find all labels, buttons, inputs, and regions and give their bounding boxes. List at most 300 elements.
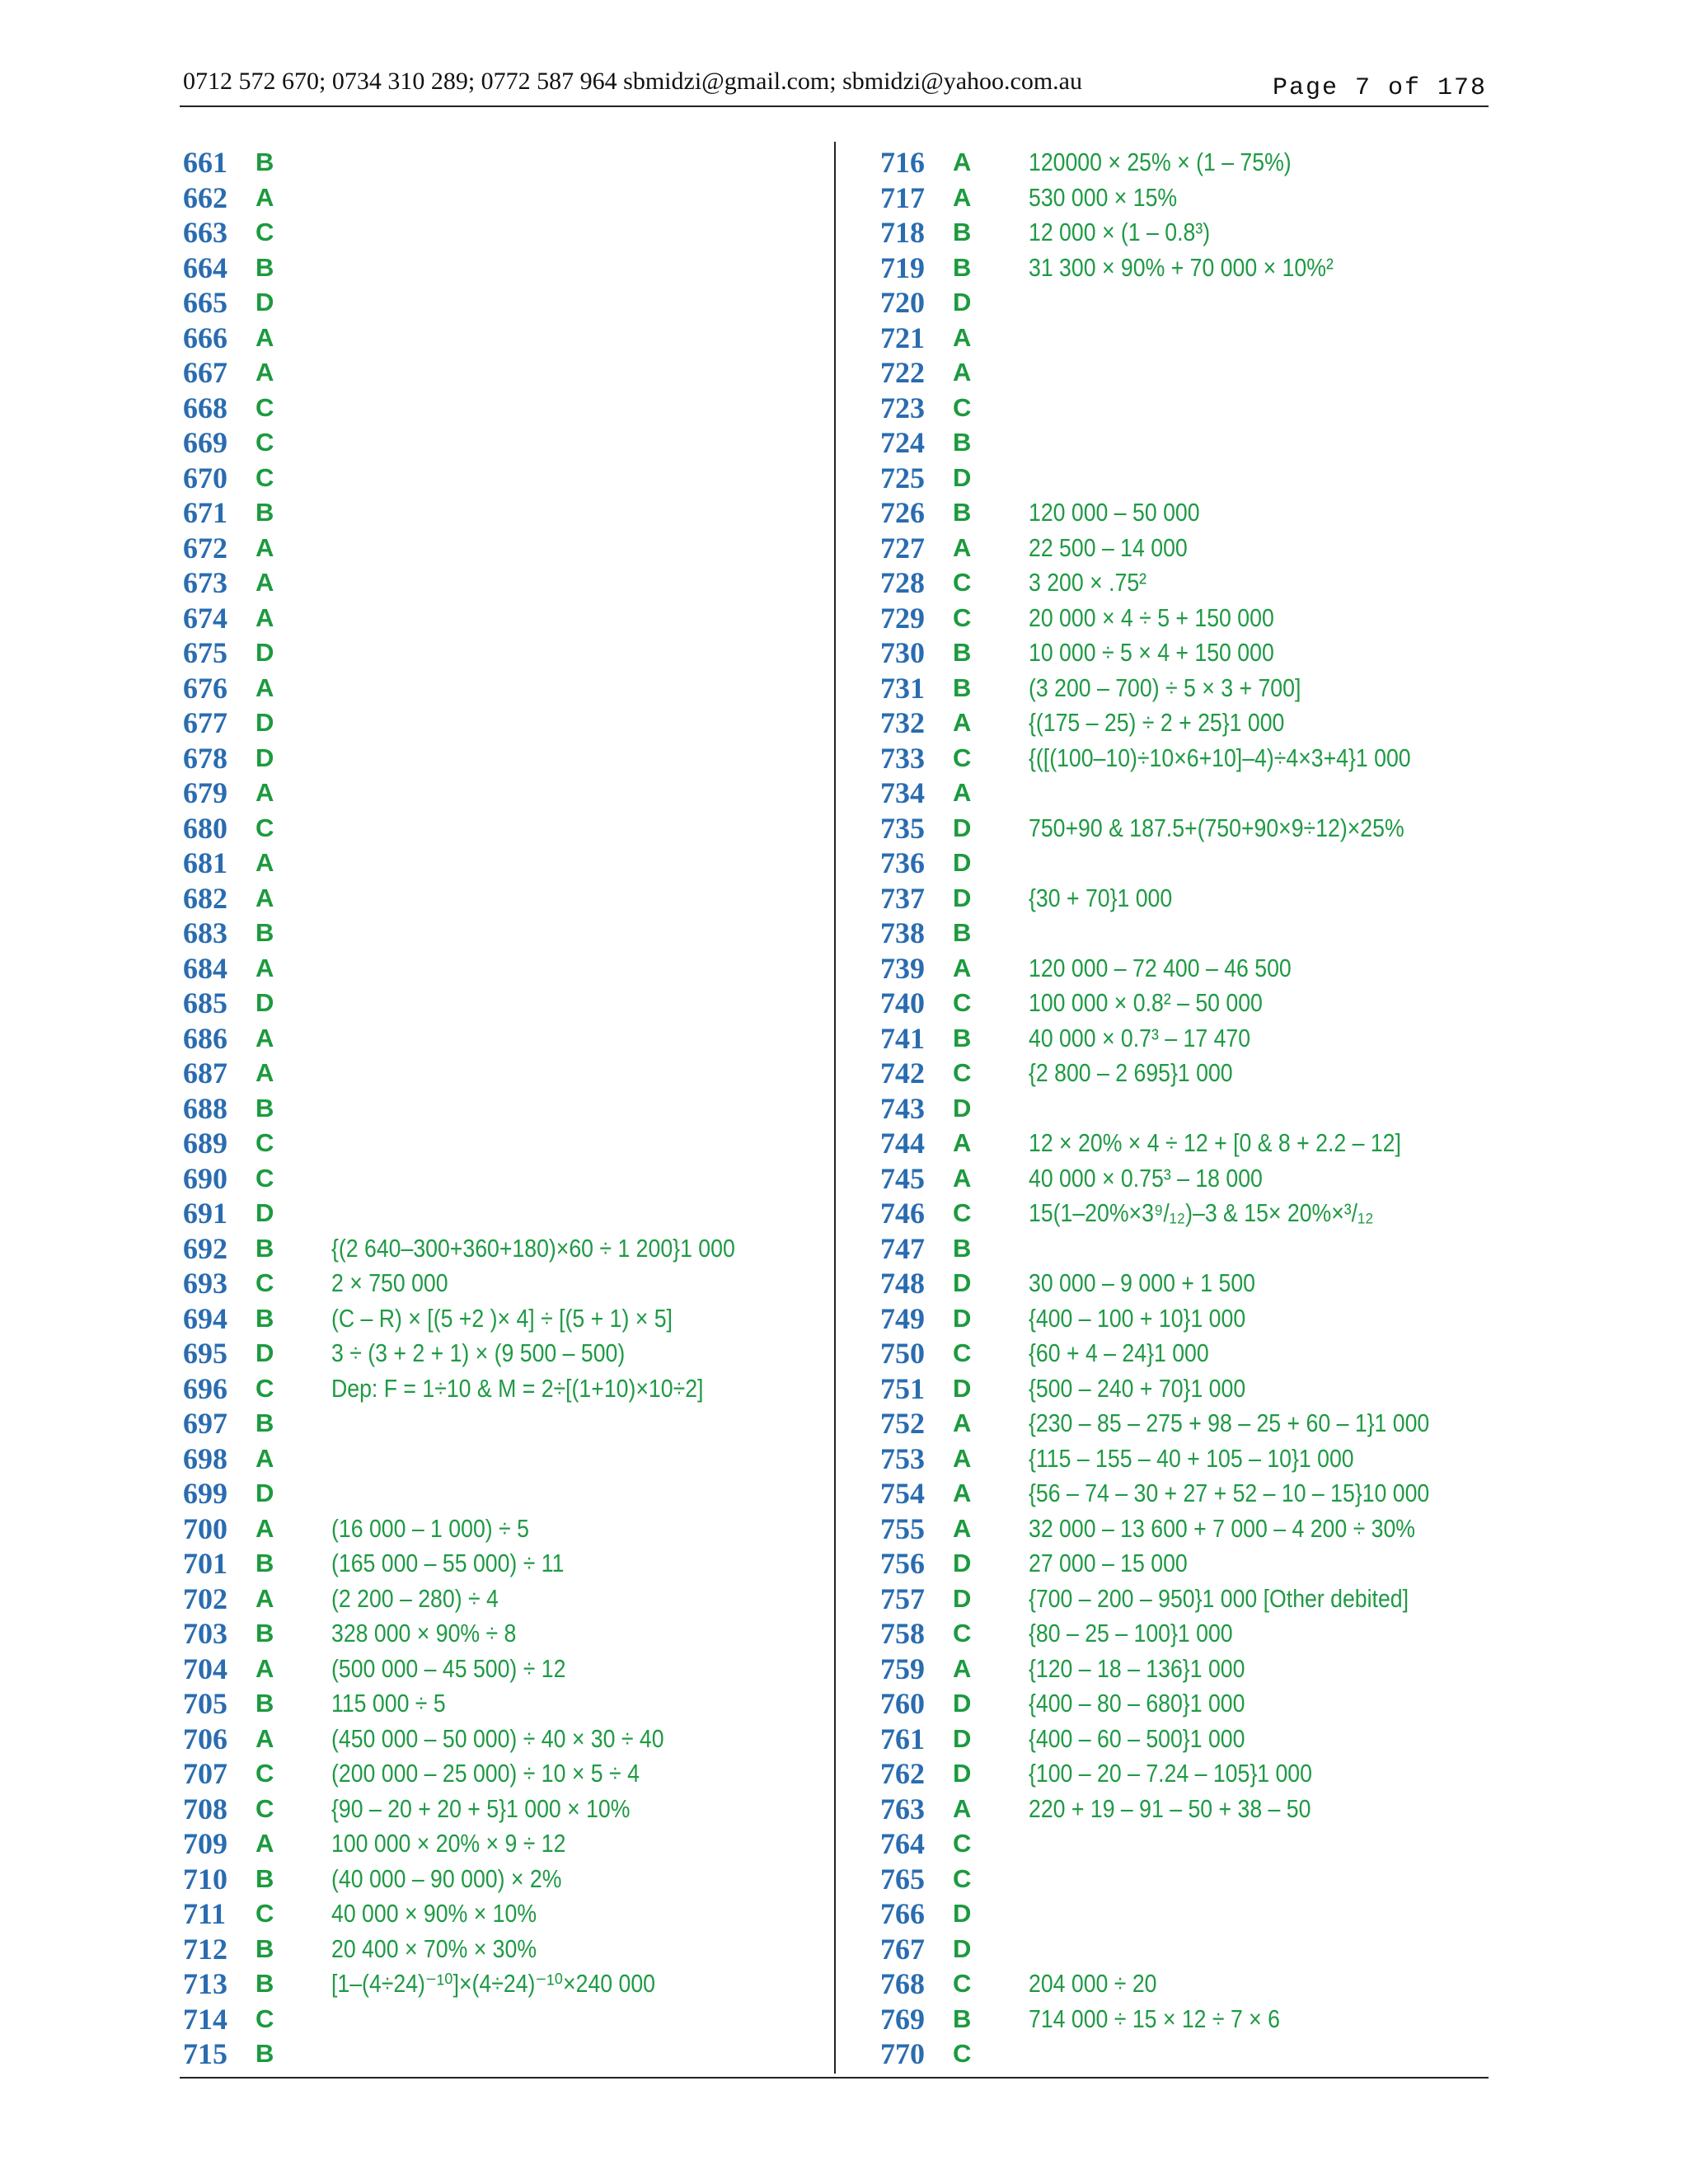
answer-letter: A [953,358,972,387]
answer-row [183,391,826,426]
answer-row [880,916,1523,951]
working-formula: 120 000 – 50 000 [1029,498,1200,527]
question-number: 724 [880,426,925,459]
answer-row [880,145,1523,180]
question-number: 689 [183,1127,227,1160]
question-number: 746 [880,1197,925,1230]
question-number: 677 [183,706,227,739]
question-number: 684 [183,951,227,985]
answer-letter: C [953,1829,972,1858]
answer-letter: C [953,602,972,632]
working-formula: {80 – 25 – 100}1 000 [1029,1619,1233,1647]
answer-row [183,1091,826,1127]
answer-letter: A [256,1583,274,1613]
working-formula: 27 000 – 15 000 [1029,1549,1188,1577]
question-number: 767 [880,1932,925,1966]
answer-row [183,1441,826,1477]
question-number: 723 [880,391,925,424]
answer-letter: A [256,602,274,632]
question-number: 688 [183,1091,227,1125]
question-number: 707 [183,1757,227,1790]
working-formula: 40 000 × 0.75³ – 18 000 [1029,1163,1263,1193]
answer-row [880,180,1523,216]
answer-letter: D [953,288,972,316]
working-formula: 32 000 – 13 600 + 7 000 – 4 200 ÷ 30% [1029,1513,1415,1543]
answer-row [880,495,1523,531]
answer-row [183,1476,826,1511]
question-number: 692 [183,1231,227,1265]
answer-letter: C [256,1759,274,1788]
answer-row [183,741,826,776]
column-divider [834,142,836,2074]
question-number: 733 [880,741,925,775]
answer-row [880,1406,1523,1441]
working-formula: 40 000 × 0.7³ – 17 470 [1029,1023,1251,1052]
answer-letter: A [953,778,972,807]
working-formula: (450 000 – 50 000) ÷ 40 × 30 ÷ 40 [331,1723,664,1753]
answer-row [880,1826,1523,1862]
question-number: 713 [183,1967,227,2000]
answer-letter: A [953,1163,972,1193]
answer-letter: C [953,1338,972,1367]
answer-letter: A [256,1058,274,1087]
question-number: 728 [880,566,925,599]
question-number: 705 [183,1687,227,1720]
answer-row [880,355,1523,391]
answer-letter: A [256,1443,274,1473]
question-number: 703 [183,1617,227,1650]
answer-letter: A [256,358,274,387]
answer-row [183,1652,826,1687]
question-number: 725 [880,461,925,494]
question-number: 737 [880,881,925,915]
answer-letter: D [953,1723,972,1753]
working-formula: 40 000 × 90% × 10% [331,1899,537,1928]
working-formula: {(2 640–300+360+180)×60 ÷ 1 200}1 000 [331,1233,735,1263]
working-formula: (500 000 – 45 500) ÷ 12 [331,1653,566,1683]
answer-row [880,1792,1523,1827]
answer-letter: A [953,1653,972,1683]
answer-row [183,2002,826,2037]
answer-letter: B [953,218,972,246]
question-number: 716 [880,146,925,179]
answer-letter: D [256,988,274,1017]
answer-row [880,635,1523,671]
answer-row [183,355,826,391]
answer-row [183,1056,826,1091]
question-number: 710 [183,1862,227,1896]
working-formula: 714 000 ÷ 15 × 12 ÷ 7 × 6 [1029,2004,1280,2033]
answer-row [183,145,826,180]
answer-row [880,1371,1523,1407]
answer-row [183,846,826,881]
answer-letter: B [256,498,274,527]
question-number: 700 [183,1511,227,1545]
question-number: 727 [880,531,925,565]
answer-row [183,1686,826,1722]
answer-letter: D [256,638,274,667]
working-formula: {500 – 240 + 70}1 000 [1029,1373,1246,1403]
answer-letter: D [953,462,972,492]
answer-letter: B [256,252,274,282]
question-number: 666 [183,321,227,354]
answer-row [880,846,1523,881]
answer-letter: A [953,1408,972,1437]
question-number: 661 [183,146,227,179]
answer-letter: A [953,1513,972,1543]
answer-row [880,951,1523,987]
answer-letter: B [256,1689,274,1718]
answer-letter: C [953,568,972,597]
answer-row [183,776,826,811]
answer-letter: D [953,1303,972,1333]
working-formula: 3 ÷ (3 + 2 + 1) × (9 500 – 500) [331,1338,626,1367]
question-number: 696 [183,1371,227,1405]
question-number: 729 [880,601,925,635]
answer-row [183,671,826,706]
question-number: 706 [183,1722,227,1755]
question-number: 699 [183,1477,227,1510]
answer-letter: D [256,708,274,737]
question-number: 670 [183,461,227,494]
question-number: 704 [183,1652,227,1685]
answer-row [183,1582,826,1617]
question-number: 690 [183,1161,227,1195]
answer-row [183,1792,826,1827]
question-number: 721 [880,321,925,354]
answer-row [183,1266,826,1301]
working-formula: 120000 × 25% × (1 – 75%) [1029,148,1292,176]
answer-letter: D [953,1093,972,1122]
answer-letter: A [256,1023,274,1052]
question-number: 691 [183,1197,227,1230]
question-number: 708 [183,1792,227,1825]
answer-row [183,1862,826,1897]
answer-row [183,1616,826,1652]
answer-letter: A [953,708,972,737]
working-formula: 15(1–20%×3⁹/₁₂)–3 & 15× 20%×³/₁₂ [1029,1198,1374,1227]
answer-row [183,635,826,671]
answer-letter: B [256,1303,274,1333]
answer-letter: C [953,2039,972,2068]
answer-row [183,1756,826,1792]
answer-row [880,811,1523,846]
answer-letter: C [953,988,972,1017]
answer-letter: C [256,462,274,492]
question-number: 758 [880,1617,925,1650]
answer-letter: A [256,953,274,982]
question-number: 769 [880,2002,925,2036]
answer-row [880,425,1523,461]
question-number: 748 [880,1267,925,1300]
answer-row [183,215,826,251]
question-number: 745 [880,1161,925,1195]
working-formula: 2 × 750 000 [331,1268,448,1297]
answer-row [880,391,1523,426]
page-number: Page 7 of 178 [1272,74,1487,102]
working-formula: {90 – 20 + 20 + 5}1 000 × 10% [331,1793,631,1823]
answer-row [880,461,1523,496]
answer-row [183,986,826,1021]
answer-letter: A [256,532,274,562]
answer-letter: A [953,1128,972,1157]
answer-letter: A [953,1479,972,1507]
answer-row [880,1546,1523,1582]
question-number: 770 [880,2037,925,2070]
answer-letter: A [256,1829,274,1858]
question-number: 662 [183,180,227,214]
answer-row [183,1126,826,1161]
working-formula: 10 000 ÷ 5 × 4 + 150 000 [1029,638,1274,667]
question-number: 762 [880,1757,925,1790]
answer-letter: C [256,1373,274,1403]
answer-letter: B [256,2039,274,2068]
working-formula: {([(100–10)÷10×6+10]–4)÷4×3+4}1 000 [1029,743,1411,772]
answer-row [880,1266,1523,1301]
answer-row [880,1686,1523,1722]
question-number: 714 [183,2002,227,2036]
answer-letter: A [953,182,972,212]
question-number: 754 [880,1477,925,1510]
question-number: 760 [880,1687,925,1720]
question-number: 752 [880,1407,925,1440]
working-formula: {30 + 70}1 000 [1029,883,1173,912]
answer-row [880,741,1523,776]
answer-letter: B [256,1549,274,1577]
answer-row [183,811,826,846]
answer-row [880,1056,1523,1091]
answer-row [880,215,1523,251]
answer-row [183,1932,826,1967]
working-formula: {400 – 80 – 680}1 000 [1029,1689,1245,1718]
answer-letter: A [953,953,972,982]
working-formula: 220 + 19 – 91 – 50 + 38 – 50 [1029,1793,1311,1823]
answer-letter: A [953,148,972,176]
answer-row [880,1021,1523,1057]
working-formula: (C – R) × [(5 +2 )× 4] ÷ [(5 + 1) × 5] [331,1303,673,1333]
working-formula: (200 000 – 25 000) ÷ 10 × 5 ÷ 4 [331,1759,640,1788]
question-number: 759 [880,1652,925,1685]
question-number: 665 [183,286,227,319]
answer-row [880,1966,1523,2002]
question-number: 697 [183,1407,227,1440]
question-number: 768 [880,1967,925,2000]
answer-row [183,285,826,321]
working-formula: {400 – 60 – 500}1 000 [1029,1723,1245,1753]
working-formula: 750+90 & 187.5+(750+90×9÷12)×25% [1029,813,1404,842]
answer-letter: B [953,428,972,457]
answer-row [183,951,826,987]
answer-letter: A [953,1793,972,1823]
answer-letter: A [953,322,972,352]
question-number: 756 [880,1547,925,1580]
answer-row [880,251,1523,286]
answer-row [183,1546,826,1582]
answer-letter: D [953,1689,972,1718]
question-number: 679 [183,776,227,809]
working-formula: (16 000 – 1 000) ÷ 5 [331,1513,529,1543]
question-number: 747 [880,1231,925,1265]
question-number: 732 [880,706,925,739]
answer-row [183,461,826,496]
answer-letter: B [953,498,972,527]
question-number: 735 [880,811,925,845]
answer-letter: D [953,1583,972,1613]
working-formula: 30 000 – 9 000 + 1 500 [1029,1268,1255,1297]
question-number: 749 [880,1301,925,1335]
answer-row [183,881,826,916]
answer-letter: B [953,2004,972,2033]
answer-row [880,2036,1523,2072]
working-formula: Dep: F = 1÷10 & M = 2÷[(1+10)×10÷2] [331,1373,704,1403]
answer-row [880,1196,1523,1231]
question-number: 698 [183,1441,227,1475]
working-formula: 100 000 × 20% × 9 ÷ 12 [331,1829,566,1858]
answer-row [880,1161,1523,1197]
question-number: 715 [183,2037,227,2070]
answer-row [183,1371,826,1407]
answer-letter: C [953,1863,972,1893]
answer-row [880,1091,1523,1127]
answer-row [183,1336,826,1371]
answer-letter: D [256,1479,274,1507]
question-number: 695 [183,1337,227,1370]
working-formula: {60 + 4 – 24}1 000 [1029,1338,1209,1367]
working-formula: 22 500 – 14 000 [1029,532,1188,562]
working-formula: (40 000 – 90 000) × 2% [331,1863,562,1893]
answer-letter: C [953,1198,972,1227]
working-formula: {230 – 85 – 275 + 98 – 25 + 60 – 1}1 000 [1029,1408,1430,1437]
answer-letter: A [256,1723,274,1753]
question-number: 671 [183,496,227,529]
question-number: 761 [880,1722,925,1755]
answer-row [183,1826,826,1862]
answer-letter: B [256,148,274,176]
answer-letter: B [256,1233,274,1263]
working-formula: 20 400 × 70% × 30% [331,1933,537,1963]
answer-row [880,2002,1523,2037]
question-number: 766 [880,1897,925,1930]
answer-letter: C [256,813,274,842]
question-number: 755 [880,1511,925,1545]
answer-letter: B [953,1233,972,1263]
working-formula: 530 000 × 15% [1029,182,1178,212]
answer-letter: B [256,1863,274,1893]
answer-letter: A [256,322,274,352]
question-number: 730 [880,636,925,669]
answer-letter: C [953,1058,972,1087]
answer-row [880,1756,1523,1792]
question-number: 740 [880,987,925,1019]
question-number: 686 [183,1021,227,1055]
working-formula: 12 × 20% × 4 ÷ 12 + [0 & 8 + 2.2 – 12] [1029,1128,1401,1157]
question-number: 668 [183,391,227,424]
answer-letter: B [256,918,274,947]
answer-row [880,1722,1523,1757]
answer-row [183,321,826,356]
working-formula: {400 – 100 + 10}1 000 [1029,1303,1246,1333]
answer-letter: D [953,1759,972,1788]
answer-row [183,1161,826,1197]
answer-letter: C [256,1899,274,1928]
question-number: 726 [880,496,925,529]
answer-letter: B [953,918,972,947]
question-number: 683 [183,916,227,949]
answer-row [183,1196,826,1231]
working-formula: {(175 – 25) ÷ 2 + 25}1 000 [1029,708,1285,737]
answer-row [183,705,826,741]
answer-letter: C [256,392,274,422]
answer-row [880,1896,1523,1932]
question-number: 736 [880,846,925,879]
answer-row [880,671,1523,706]
answer-letter: D [953,883,972,912]
question-number: 757 [880,1582,925,1615]
answer-letter: A [256,848,274,877]
question-number: 742 [880,1057,925,1090]
answer-row [183,180,826,216]
answer-letter: B [953,252,972,282]
answer-row [183,1406,826,1441]
answer-row [183,916,826,951]
answer-column-right [880,145,1523,2072]
question-number: 667 [183,356,227,389]
answer-row [183,495,826,531]
question-number: 750 [880,1337,925,1370]
answer-letter: A [256,568,274,597]
answer-letter: C [256,1128,274,1157]
question-number: 718 [880,216,925,249]
answer-row [880,1932,1523,1967]
answer-letter: C [256,1268,274,1297]
answer-letter: B [256,1408,274,1437]
working-formula: {700 – 200 – 950}1 000 [Other debited] [1029,1583,1409,1613]
question-number: 687 [183,1057,227,1090]
question-number: 753 [880,1441,925,1475]
answer-row [880,1652,1523,1687]
answer-letter: C [256,1793,274,1823]
question-number: 744 [880,1127,925,1160]
answer-row [880,1862,1523,1897]
answer-letter: C [953,1969,972,1998]
answer-letter: A [953,1443,972,1473]
working-formula: (165 000 – 55 000) ÷ 11 [331,1549,565,1577]
answer-letter: D [953,1933,972,1963]
working-formula: 120 000 – 72 400 – 46 500 [1029,953,1292,982]
answer-row [880,1301,1523,1337]
answer-row [183,531,826,566]
working-formula: {100 – 20 – 7.24 – 105}1 000 [1029,1759,1312,1788]
answer-letter: C [953,1619,972,1647]
working-formula: 100 000 × 0.8² – 50 000 [1029,988,1263,1017]
answer-row [183,1301,826,1337]
question-number: 743 [880,1091,925,1125]
answer-row [880,1511,1523,1547]
answer-letter: D [953,1899,972,1928]
question-number: 702 [183,1582,227,1615]
answer-letter: D [256,1198,274,1227]
question-number: 701 [183,1547,227,1580]
header-rule [180,105,1489,107]
answer-letter: C [256,218,274,246]
working-formula: (2 200 – 280) ÷ 4 [331,1583,499,1613]
answer-row [183,2036,826,2072]
answer-letter: C [953,392,972,422]
question-number: 681 [183,846,227,879]
question-number: 712 [183,1932,227,1966]
answer-row [880,1231,1523,1267]
answer-letter: B [256,1619,274,1647]
